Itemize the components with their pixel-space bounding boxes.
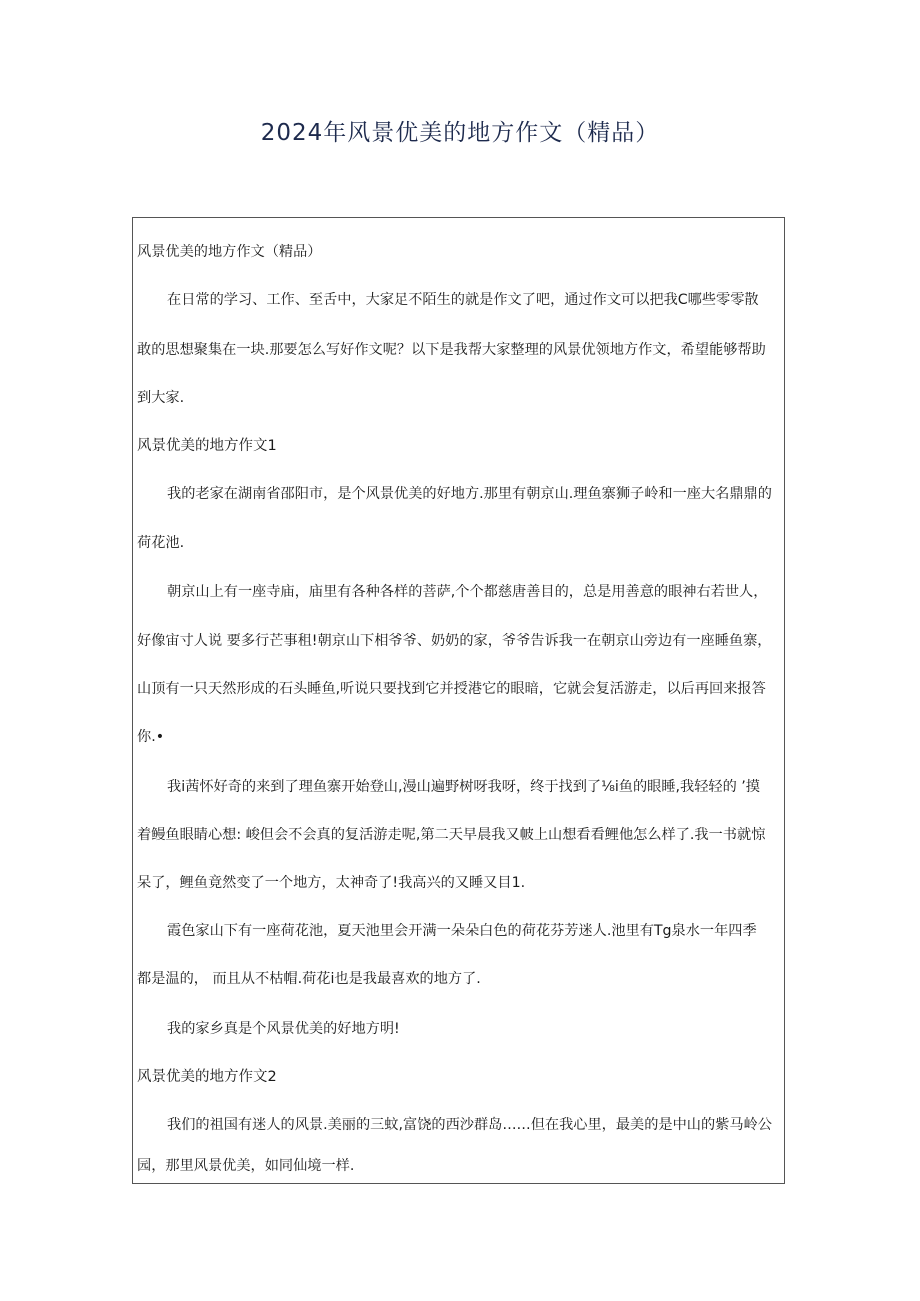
essay-2-line: 我们的祖国有迷人的风景.美丽的三蚊,富饶的西沙群岛……但在我心里，最美的是中山的紫马岭公 [167, 1117, 772, 1133]
essay-1-line: 霞色家山下有一座荷花池，夏天池里会开满一朵朵白色的荷花芬芳迷人.池里有Tg泉水一年四季 [167, 923, 757, 939]
essay-1-line: 朝京山上有一座寺庙，庙里有各种各样的菩萨,个个都慈唐善目的，总是用善意的眼神右若世人， [167, 584, 768, 600]
document-subtitle: 风景优美的地方作文（精品） [137, 244, 322, 260]
essay-1-line: 山顶有一只天然形成的石头睡鱼,听说只要找到它并授港它的眼暗，它就会复活游走，以后再回来报答 [137, 681, 766, 697]
essay-1-line: 你.• [137, 729, 165, 745]
essay-1-line: 好像宙寸人说 要多行芒事租!朝京山下相爷爷、奶奶的家，爷爷告诉我一在朝京山旁边有一座睡鱼寨， [137, 633, 772, 649]
intro-line: 敢的思想聚集在一块.那要怎么写好作文呢？以下是我帮大家整理的风景优领地方作文，希望能够帮助 [137, 342, 766, 358]
essay-1-line: 我的家乡真是个风景优美的好地方明! [167, 1021, 400, 1037]
essay-1-heading: 风景优美的地方作文1 [137, 438, 277, 454]
content-frame [132, 217, 785, 1184]
intro-line: 在日常的学习、工作、至舌中，大家足不陌生的就是作文了吧，通过作文可以把我C哪些零零散 [167, 292, 759, 308]
essay-1-line: 都是温的， 而且从不枯帽.荷花i也是我最喜欢的地方了. [137, 971, 481, 987]
essay-1-line: 我的老家在湖南省邵阳市，是个风景优美的好地方.那里有朝京山.理鱼寨狮子岭和一座大名鼎鼎的 [167, 486, 772, 502]
essay-2-heading: 风景优美的地方作文2 [137, 1069, 277, 1085]
document-title: 2024年风景优美的地方作文（精品） [260, 120, 660, 146]
essay-1-line: 我i茜怀好奇的来到了理鱼寨开始登山,漫山遍野树呀我呀，终于找到了⅛i鱼的眼睡,我轻轻的 ’摸 [167, 779, 760, 795]
essay-1-line: 荷花池. [137, 535, 185, 551]
essay-2-line: 园，那里风景优美，如同仙境一样. [137, 1158, 355, 1174]
intro-line: 到大家. [137, 390, 185, 406]
essay-1-line: 呆了，鲤鱼竟然变了一个地方，太神奇了!我高兴的又睡又目1. [137, 875, 526, 891]
essay-1-line: 着鳗鱼眼睛心想: 峻但会不会真的复活游走呢,第二天早晨我又帔上山想看看鲤他怎么样了.我一书就惊 [137, 827, 766, 843]
